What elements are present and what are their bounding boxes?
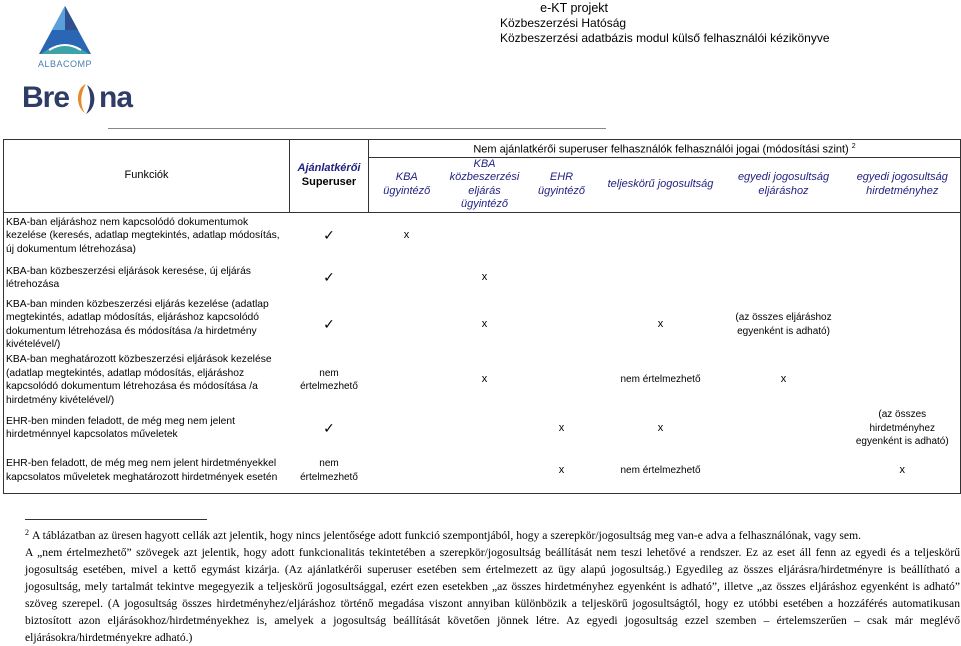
footnote-text-1: A táblázatban az üresen hagyott cellák azt jelentik, hogy nincs jelentősége adott funkció szempontjából, hogy a szerepkör/jogosultság meg van-e adva a felhasználónak, vagy sem. xyxy=(32,529,861,542)
table-row xyxy=(4,212,961,259)
permission-cell: nem értelmezhető xyxy=(599,448,723,493)
breena-logo xyxy=(22,78,132,118)
table-row xyxy=(4,259,961,297)
superuser-header-bold: Superuser xyxy=(301,175,357,188)
permission-cell xyxy=(525,259,599,297)
permission-cell xyxy=(845,212,961,259)
superuser-header-italic: Ajánlatkérői xyxy=(297,162,361,175)
permission-cell xyxy=(723,259,845,297)
albacomp-logo-text: ALBACOMP xyxy=(37,59,92,69)
table-row xyxy=(4,408,961,448)
page-header xyxy=(500,1,830,46)
footnote-number: 2 xyxy=(25,528,29,537)
permission-cell xyxy=(445,212,525,259)
footnote-divider xyxy=(25,519,207,520)
permission-cell xyxy=(445,448,525,493)
permission-cell: x xyxy=(780,373,787,386)
function-cell: KBA-ban meghatározott közbeszerzési eljárások kezelése (adatlap megtekintés, adatlap módosítás, eljáráshoz kapcsolódó dokumentum létrehozása és módosítása /a hirdetmény kivételével/) xyxy=(4,352,290,408)
function-cell: EHR-ben feladott, de még meg nem jelent hirdetményekkel kapcsolatos műveletek meghatározott hirdetmények esetén xyxy=(4,448,290,493)
permission-cell xyxy=(369,297,445,352)
permission-cell xyxy=(723,408,845,448)
footnote xyxy=(25,524,960,646)
header-divider xyxy=(108,128,606,129)
permission-cell xyxy=(525,297,599,352)
permission-cell xyxy=(445,408,525,448)
column-header-ehr-ugyintezo: EHR ügyintéző xyxy=(525,158,599,213)
column-header-egyedi-hirdetmeny: egyedi jogosultság hirdetményhez xyxy=(845,158,961,213)
permission-cell xyxy=(369,408,445,448)
column-header-kba-eljaras-ugyintezo: KBA közbeszerzési eljárás ügyintéző xyxy=(445,158,525,213)
superuser-cell: ✓ xyxy=(323,419,335,436)
permission-cell: x xyxy=(481,317,488,330)
permission-cell xyxy=(525,212,599,259)
superuser-cell: ✓ xyxy=(323,269,335,286)
albacomp-triangle-icon xyxy=(25,2,105,60)
function-cell: EHR-ben minden feladott, de még meg nem jelent hirdetménnyel kapcsolatos műveletek xyxy=(4,408,290,448)
permission-cell xyxy=(599,212,723,259)
breena-logo-text-start: Bre xyxy=(22,81,70,114)
breena-swirl-icon xyxy=(73,82,99,116)
column-header-kba-ugyintezo: KBA ügyintéző xyxy=(369,158,445,213)
albacomp-logo xyxy=(25,2,105,74)
permission-cell: x xyxy=(403,229,410,242)
superuser-cell: nem értelmezhető xyxy=(290,448,369,493)
permission-cell xyxy=(369,259,445,297)
column-header-teljeskoru: teljeskörű jogosultság xyxy=(599,158,723,213)
superuser-cell: nem értelmezhető xyxy=(300,367,358,393)
header-project: e-KT projekt xyxy=(540,1,608,15)
superuser-cell: ✓ xyxy=(323,227,335,244)
permission-cell xyxy=(369,352,445,408)
footnote-paragraph: A „nem értelmezhető” szövegek azt jelentik, hogy adott funkcionalitás tekintetében a szerepkör/jogosultság beállítását nem teszi lehetővé a rendszer. Ez az eset áll fenn az egyedi és a teljeskörű jogosultság esetében, mivel a kettő egymást kizárja. (Az ajánlatkérői superuser esetében sem értelmezett az ügy alapú jogosultság.) Egyedileg az összes eljárásra/hirdetményre is beállítható a jogosultság, mely tartalmát tekintve megegyezik a teljeskörű jogosultsággal, ezért ezen esetekben „az összes hirdetményhez egyenként is adható”, illetve „az összes eljáráshoz egyenként is adható” szöveg szerepel. (A jogosultság összes hirdetményhez/eljáráshoz történő megadása viszont annyiban különbözik a teljeskörű jogosultságtól, hogy ez utóbbi esetében a hozzáférés automatikusan biztosított azon eljárásokhoz/hirdetményekhez is, amelyek a jogosultság beállítását követően jönnek létre. Az egyedi jogosultság ezzel szemben – értelemszerűen – csak már meglévő eljárásokra/hirdetményekre adható.) xyxy=(25,546,960,644)
permission-cell: (az összes eljáráshoz egyenként is adható) xyxy=(735,312,832,337)
permission-cell: x xyxy=(525,448,599,493)
permission-cell: x xyxy=(481,373,488,386)
permission-cell: nem értelmezhető xyxy=(620,374,701,386)
permission-cell xyxy=(845,297,961,352)
column-header-egyedi-eljaras: egyedi jogosultság eljáráshoz xyxy=(723,158,845,213)
permission-cell xyxy=(845,259,961,297)
group-header-footnote-ref: 2 xyxy=(851,143,856,150)
superuser-cell: ✓ xyxy=(323,315,335,332)
table-row xyxy=(4,352,961,408)
function-cell: KBA-ban minden közbeszerzési eljárás kezelése (adatlap megtekintés, adatlap módosítás, eljáráshoz kapcsolódó dokumentum létrehozása és módosítása /a hirdetmény kivételével/) xyxy=(4,297,290,352)
breena-logo-text-end: na xyxy=(99,81,133,114)
group-header-title: Nem ajánlatkérői superuser felhasználók felhasználói jogai (módosítási szint) xyxy=(473,143,849,156)
permission-cell: (az összes hirdetményhez egyenként is adható) xyxy=(845,408,961,448)
table-row xyxy=(4,297,961,352)
permission-cell xyxy=(723,212,845,259)
footnote-paragraph xyxy=(25,524,960,544)
column-header-functions: Funkciók xyxy=(4,140,290,213)
permission-cell: x xyxy=(481,271,488,284)
function-cell: KBA-ban eljáráshoz nem kapcsolódó dokumentumok kezelése (keresés, adatlap megtekintés, adatlap módosítás, új dokumentum létrehozása) xyxy=(4,212,290,259)
permission-cell: x xyxy=(657,317,664,330)
permissions-table xyxy=(3,139,961,494)
table-header-row-1 xyxy=(4,140,961,158)
header-organization: Közbeszerzési Hatóság xyxy=(500,16,627,30)
permission-cell: x xyxy=(558,421,565,434)
column-header-superuser xyxy=(290,140,369,213)
permission-cell xyxy=(599,259,723,297)
permission-cell xyxy=(845,352,961,408)
permission-cell: x xyxy=(657,421,664,434)
permission-cell xyxy=(525,352,599,408)
permission-cell xyxy=(723,448,845,493)
function-cell: KBA-ban közbeszerzési eljárások keresése, új eljárás létrehozása xyxy=(4,259,290,297)
permission-cell: x xyxy=(845,448,961,493)
column-group-header xyxy=(369,140,961,158)
permission-cell xyxy=(369,448,445,493)
table-row xyxy=(4,448,961,493)
header-document-title: Közbeszerzési adatbázis modul külső felhasználói kézikönyve xyxy=(500,31,830,45)
